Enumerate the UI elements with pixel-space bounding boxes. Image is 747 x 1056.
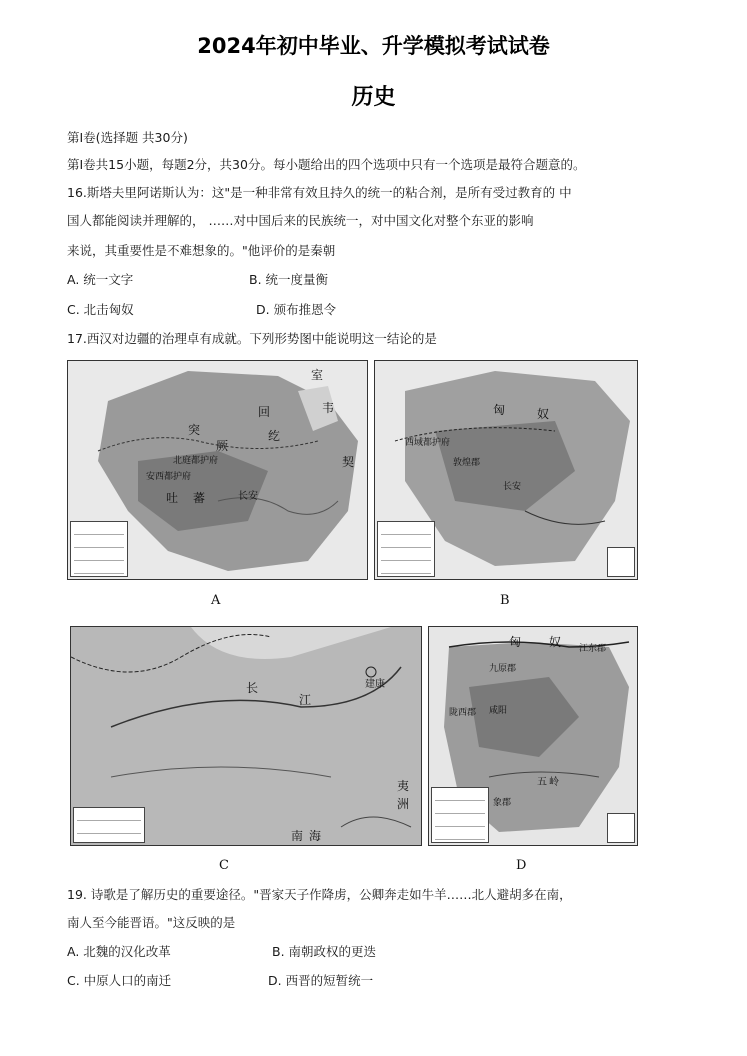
- map-a-legend: [70, 521, 128, 577]
- map-d-label-longxi: 陇西郡: [449, 708, 477, 718]
- map-a-label-he: 纥: [268, 429, 281, 443]
- map-c-label-chang: 长: [246, 681, 259, 695]
- q19-stem-line1: 19. 诗歌是了解历史的重要途径。"晋家天子作降虏，公卿奔走如牛羊……北人避胡多在南，: [67, 887, 572, 902]
- map-c-legend: [73, 807, 145, 843]
- map-a-label-qi: 契: [342, 455, 355, 469]
- q16-stem-line3: 来说，其重要性是不难想象的。"他评价的是秦朝: [67, 243, 336, 258]
- exam-title: 2024年初中毕业、升学模拟考试试卷: [197, 34, 550, 58]
- map-d: [428, 626, 638, 846]
- map-c-label-jiankang: 建康: [365, 679, 385, 690]
- q17-stem: 17.西汉对边疆的治理卓有成就。下列形势图中能说明这一结论的是: [67, 331, 437, 346]
- map-c-label-zhou: 洲: [397, 797, 410, 811]
- q19-option-a: A. 北魏的汉化改革: [67, 944, 171, 959]
- map-b-label-nu: 奴: [537, 407, 550, 421]
- map-b-inset: [607, 547, 635, 577]
- map-d-label-jiuyuan: 九原郡: [489, 664, 517, 674]
- map-c-label-jiang: 江: [299, 693, 312, 707]
- q19-option-b: B. 南朝政权的更迭: [272, 944, 377, 959]
- map-a-label-jue: 厥: [216, 439, 229, 453]
- map-b-label-xiyu: 西域都护府: [405, 438, 451, 448]
- q19-stem-line2: 南人至今能晋语。"这反映的是: [67, 915, 236, 930]
- map-a-label-shi: 室: [311, 368, 324, 382]
- map-b-label-changan: 长安: [503, 482, 522, 492]
- q16-option-d: D. 颁布推恩令: [256, 302, 337, 317]
- section-instructions: 第Ⅰ卷共15小题，每题2分，共30分。每小题给出的四个选项中只有一个选项是最符合题意的。: [67, 157, 586, 172]
- map-a-label-tu: 突: [188, 423, 201, 437]
- map-d-inset: [607, 813, 635, 843]
- map-b: [374, 360, 638, 580]
- map-c: [70, 626, 422, 846]
- map-d-legend: [431, 787, 489, 843]
- map-d-label-xiang: 象郡: [493, 798, 512, 808]
- map-d-label-ling: 岭: [549, 777, 559, 788]
- q19-option-d: D. 西晋的短暂统一: [268, 973, 374, 988]
- map-b-label-xiong: 匈: [493, 403, 506, 417]
- map-a-label-changan: 长安: [238, 491, 258, 502]
- map-d-label-nu: 奴: [549, 635, 562, 649]
- map-a-label-fan: 蕃: [193, 491, 206, 505]
- map-c-label-nan: 南: [291, 829, 304, 843]
- map-a-label-anxi: 安西都护府: [146, 472, 192, 482]
- q16-option-a: A. 统一文字: [67, 272, 134, 287]
- map-d-label-xiong: 匈: [509, 635, 522, 649]
- q16-option-c: C. 北击匈奴: [67, 302, 134, 317]
- map-a-label-hui: 回: [258, 405, 271, 419]
- map-c-caption: C: [219, 858, 229, 873]
- map-d-caption: D: [516, 858, 527, 873]
- map-b-label-dunhuang: 敦煌郡: [453, 458, 481, 468]
- subject-title: 历史: [351, 85, 396, 110]
- map-b-caption: B: [500, 593, 510, 608]
- map-a-label-beiting: 北庭都护府: [173, 456, 219, 466]
- map-b-legend: [377, 521, 435, 577]
- q16-stem-line2: 国人都能阅读并理解的， ……对中国后来的民族统一，对中国文化对整个东亚的影响: [67, 213, 534, 228]
- map-c-label-hai: 海: [309, 829, 322, 843]
- q16-stem-line1: 16.斯塔夫里阿诺斯认为：这"是一种非常有效且持久的统一的粘合剂，是所有受过教育的 中: [67, 185, 572, 200]
- map-d-label-wu: 五: [537, 777, 547, 788]
- map-d-label-jiangdong: 江东郡: [579, 644, 607, 654]
- q19-option-c: C. 中原人口的南迁: [67, 973, 172, 988]
- map-a-label-wei: 韦: [322, 401, 335, 415]
- map-d-label-xianyang: 咸阳: [489, 706, 508, 716]
- map-a-caption: A: [211, 593, 221, 608]
- q16-option-b: B. 统一度量衡: [249, 272, 329, 287]
- map-a: [67, 360, 368, 580]
- map-a-label-tu2: 吐: [166, 491, 179, 505]
- section-heading: 第Ⅰ卷(选择题 共30分): [67, 130, 188, 145]
- map-c-label-yi: 夷: [397, 779, 410, 793]
